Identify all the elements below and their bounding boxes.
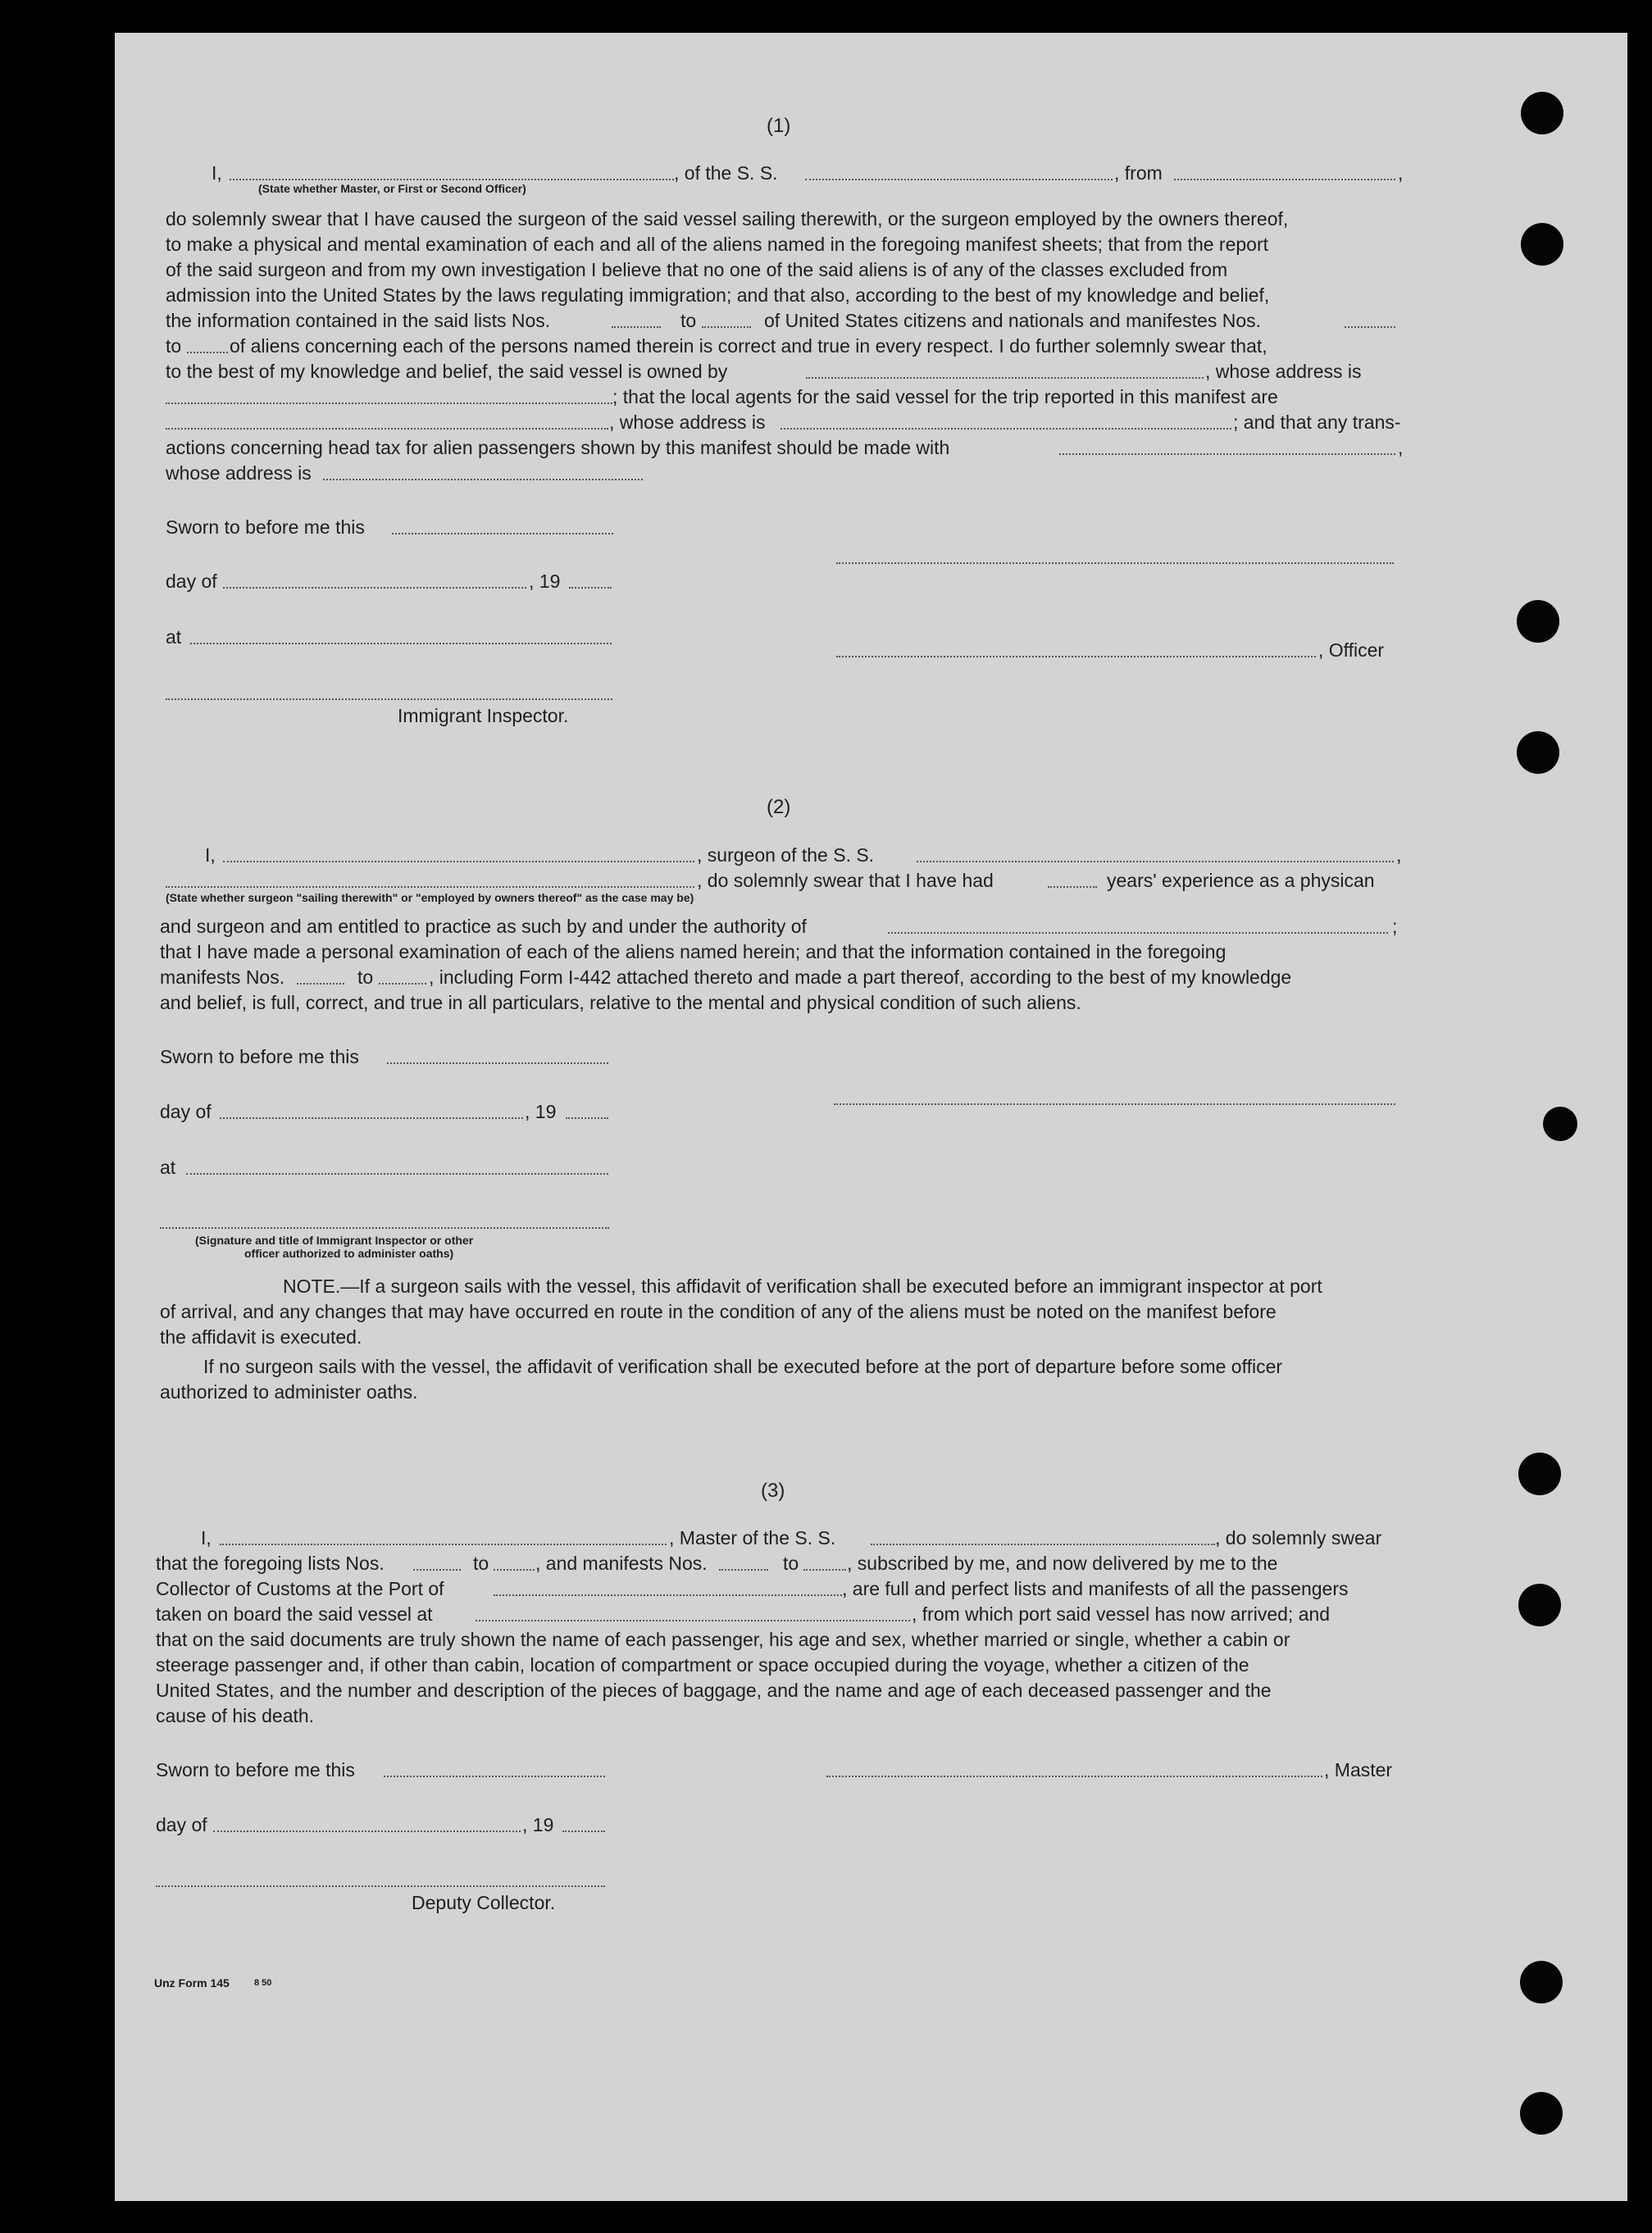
s1-manifests-blank[interactable]: [1345, 326, 1395, 328]
s2-note2-line: authorized to administer oaths.: [160, 1381, 418, 1403]
s1-line: do solemnly swear that I have caused the surgeon of the said vessel sailing therewith, or the surgeon employed by the owners thereof,: [166, 208, 1289, 230]
s2-year-blank[interactable]: [566, 1117, 608, 1119]
punch-hole: [1520, 1961, 1563, 2003]
s1-agents-blank[interactable]: [166, 428, 608, 430]
s3-sworn: Sworn to before me this: [156, 1759, 355, 1780]
s1-addr-a: , whose address is: [609, 412, 766, 433]
punch-hole: [1518, 1584, 1561, 1626]
s2-manifests-from-blank[interactable]: [297, 983, 344, 985]
s2-vessel-blank[interactable]: [917, 861, 1394, 862]
s3-line4-b: , from which port said vessel has now arrived; and: [912, 1603, 1331, 1625]
s1-from-blank[interactable]: [1174, 179, 1395, 180]
s3-day-of: day of: [156, 1814, 207, 1835]
s3-line2-d: to: [783, 1553, 799, 1574]
s1-day-of: day of: [166, 571, 217, 592]
s3-year-blank[interactable]: [562, 1831, 605, 1832]
s1-info-b: to: [680, 310, 697, 331]
s2-line3: and surgeon and am entitled to practice as such by and under the authority of: [160, 916, 807, 937]
s3-line3-a: Collector of Customs at the Port of: [156, 1578, 444, 1599]
s3-lists-to-blank[interactable]: [494, 1569, 535, 1571]
s2-inspector-line[interactable]: [160, 1227, 609, 1229]
s1-signature-line[interactable]: [836, 562, 1394, 564]
punch-hole: [1517, 600, 1559, 643]
s3-line3-b: , are full and perfect lists and manifests of all the passengers: [842, 1578, 1349, 1599]
s1-info-c: of United States citizens and nationals and manifestes Nos.: [764, 310, 1262, 331]
s2-note-line: NOTE.—If a surgeon sails with the vessel, this affidavit of verification shall be executed before an immigrant inspector at port: [283, 1276, 1322, 1297]
s1-day-blank[interactable]: [223, 587, 526, 589]
form-page: [115, 33, 1627, 2201]
s1-caption: (State whether Master, or First or Second Officer): [258, 182, 526, 195]
comma: ,: [1398, 437, 1404, 458]
s1-line: admission into the United States by the laws regulating immigration; and that also, according to the best of my knowledge and belief,: [166, 284, 1270, 306]
s3-line: United States, and the number and description of the pieces of baggage, and the name and age of each deceased passenger and the: [156, 1680, 1272, 1701]
s3-day-blank[interactable]: [213, 1831, 521, 1832]
form-number: Unz Form 145: [154, 1976, 230, 1990]
s3-line1-swear: , do solemnly swear: [1215, 1527, 1382, 1549]
s1-vessel-blank[interactable]: [805, 179, 1113, 180]
s1-line1-of: , of the S. S.: [674, 162, 778, 184]
s3-vessel-blank[interactable]: [871, 1544, 1215, 1545]
s2-sworn-blank[interactable]: [387, 1062, 608, 1064]
s3-master-blank[interactable]: [220, 1544, 667, 1545]
s1-lists-to-blank[interactable]: [702, 326, 751, 328]
punch-hole: [1520, 2092, 1563, 2135]
s2-line1-i: I,: [205, 844, 216, 866]
s2-line5-c: , including Form I-442 attached thereto and made a part thereof, according to the best of my knowledge: [429, 966, 1292, 988]
semicolon: ;: [1392, 916, 1398, 937]
s3-collector-line[interactable]: [156, 1885, 605, 1887]
s3-line2-c: , and manifests Nos.: [535, 1553, 708, 1574]
s2-note-line: the affidavit is executed.: [160, 1326, 362, 1348]
s1-agents-address-blank[interactable]: [780, 428, 1231, 430]
s1-agents: ; that the local agents for the said vessel for the trip reported in this manifest are: [612, 386, 1278, 407]
s1-owner-blank[interactable]: [806, 377, 1204, 379]
s2-line1-surgeon: , surgeon of the S. S.: [697, 844, 875, 866]
s3-line2-e: , subscribed by me, and now delivered by me to the: [847, 1553, 1278, 1574]
s3-port-blank[interactable]: [494, 1594, 842, 1596]
s1-manifests-to-blank[interactable]: [187, 352, 228, 353]
s3-master-line[interactable]: [826, 1776, 1322, 1777]
s1-head-tax-address-blank[interactable]: [323, 479, 643, 480]
s3-line2-b: to: [473, 1553, 489, 1574]
s2-sig-caption-2: officer authorized to administer oaths): [244, 1247, 454, 1260]
punch-hole: [1521, 92, 1563, 134]
s1-year: , 19: [529, 571, 561, 592]
s2-at: at: [160, 1157, 176, 1178]
s2-note-line: of arrival, and any changes that may have occurred en route in the condition of any of the aliens must be noted on the manifest before: [160, 1301, 1277, 1322]
s1-sworn-blank[interactable]: [392, 533, 613, 534]
s2-line4: that I have made a personal examination of each of the aliens named herein; and that the information contained in the foregoing: [160, 941, 1226, 962]
punch-hole: [1543, 1107, 1577, 1141]
s1-line1-from: , from: [1114, 162, 1163, 184]
comma: ,: [1398, 162, 1404, 184]
s2-day-blank[interactable]: [220, 1117, 523, 1119]
s2-signature-line[interactable]: [834, 1103, 1395, 1105]
s1-owned-b: , whose address is: [1205, 361, 1362, 382]
s1-to-a: to: [166, 335, 182, 357]
s3-line: that on the said documents are truly shown the name of each passenger, his age and sex, whether married or single, whether a cabin or: [156, 1629, 1290, 1650]
s1-line: to make a physical and mental examination of each and all of the aliens named in the foregoing manifest sheets; that from the report: [166, 234, 1269, 255]
s1-inspector: Immigrant Inspector.: [398, 705, 569, 726]
s1-head-tax-blank[interactable]: [1059, 453, 1395, 455]
s1-owner-address-blank[interactable]: [166, 402, 612, 404]
s2-line2-b: years' experience as a physican: [1107, 870, 1375, 891]
s2-authority-blank[interactable]: [888, 932, 1388, 934]
s2-caption: (State whether surgeon "sailing therewith" or "employed by owners thereof" as the case may be): [166, 891, 694, 904]
s2-sig-caption-1: (Signature and title of Immigrant Inspector or other: [195, 1234, 474, 1247]
s1-line1-i: I,: [212, 162, 222, 184]
s2-note2-line: If no surgeon sails with the vessel, the affidavit of verification shall be executed before at the port of departure before some officer: [203, 1356, 1283, 1377]
section-2-number: (2): [767, 796, 791, 818]
section-1-number: (1): [767, 115, 791, 137]
s3-line4-a: taken on board the said vessel at: [156, 1603, 433, 1625]
section-3-number: (3): [761, 1480, 785, 1502]
s3-line1-i: I,: [201, 1527, 212, 1549]
s1-inspector-line[interactable]: [166, 698, 612, 700]
form-print-code: 8 50: [254, 1978, 272, 1988]
s2-line5-a: manifests Nos.: [160, 966, 285, 988]
s2-at-blank[interactable]: [186, 1173, 608, 1175]
s1-info-a: the information contained in the said lists Nos.: [166, 310, 551, 331]
s3-manifests-to-blank[interactable]: [803, 1569, 846, 1571]
s1-line: of the said surgeon and from my own investigation I believe that no one of the said aliens is of any of the classes excluded from: [166, 259, 1228, 280]
s1-officer: , Officer: [1318, 639, 1385, 661]
s3-manifests-from-blank[interactable]: [719, 1569, 768, 1571]
s1-year-blank[interactable]: [569, 587, 612, 589]
s2-surgeon-blank[interactable]: [223, 861, 694, 862]
s1-whose: whose address is: [166, 462, 312, 484]
s2-day-of: day of: [160, 1101, 212, 1122]
s2-line2-a: , do solemnly swear that I have had: [697, 870, 994, 891]
s1-at: at: [166, 626, 182, 648]
s3-collector: Deputy Collector.: [412, 1892, 556, 1913]
s3-master: , Master: [1324, 1759, 1393, 1780]
s1-officer-line[interactable]: [836, 656, 1316, 657]
comma: ,: [1396, 844, 1402, 866]
s1-to-b: of aliens concerning each of the persons named therein is correct and true in every respect. I do further solemnly swear that,: [230, 335, 1267, 357]
s1-at-blank[interactable]: [190, 643, 612, 644]
s2-manifests-to-blank[interactable]: [379, 983, 426, 985]
s3-embark-blank[interactable]: [476, 1620, 910, 1621]
s3-sworn-blank[interactable]: [384, 1776, 605, 1777]
s2-years-blank[interactable]: [1048, 886, 1097, 888]
punch-hole: [1518, 1453, 1561, 1495]
s3-year: , 19: [522, 1814, 554, 1835]
punch-hole: [1517, 731, 1559, 774]
s1-addr-b: ; and that any trans-: [1233, 412, 1401, 433]
s2-surgeon-type-blank[interactable]: [166, 886, 694, 888]
s3-line: steerage passenger and, if other than cabin, location of compartment or space occupied during the voyage, whether a citizen of the: [156, 1654, 1249, 1676]
s2-line6: and belief, is full, correct, and true in all particulars, relative to the mental and physical condition of such aliens.: [160, 992, 1081, 1013]
s1-actions: actions concerning head tax for alien passengers shown by this manifest should be made with: [166, 437, 950, 458]
s2-year: , 19: [525, 1101, 557, 1122]
punch-hole: [1521, 223, 1563, 266]
s3-line: cause of his death.: [156, 1705, 315, 1726]
s3-lists-from-blank[interactable]: [413, 1569, 461, 1571]
s2-line5-b: to: [357, 966, 374, 988]
s1-owned-a: to the best of my knowledge and belief, the said vessel is owned by: [166, 361, 728, 382]
s3-line1-master: , Master of the S. S.: [669, 1527, 836, 1549]
s1-sworn: Sworn to before me this: [166, 516, 365, 538]
s2-sworn: Sworn to before me this: [160, 1046, 359, 1067]
s1-officer-blank[interactable]: [230, 179, 674, 180]
s3-line2-a: that the foregoing lists Nos.: [156, 1553, 385, 1574]
s1-lists-from-blank[interactable]: [612, 326, 661, 328]
